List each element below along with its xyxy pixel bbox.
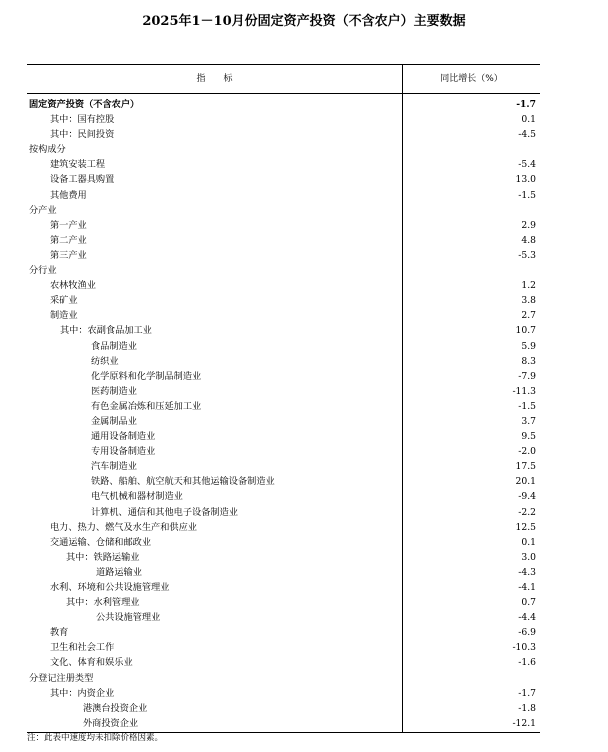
row-growth-value: 17.5 [515,461,536,473]
row-growth-value: -1.7 [518,687,536,699]
row-growth-value: 0.7 [521,597,536,609]
row-indicator-label: 医药制造业 [91,385,137,397]
row-growth-value: 10.7 [515,325,536,337]
table-footnote: 注：此表中速度均未扣除价格因素。 [27,733,164,743]
table-row [27,384,540,399]
table-row [27,474,540,489]
row-growth-value: -5.4 [518,159,536,171]
table-row [27,595,540,610]
row-growth-value: -9.4 [518,491,536,503]
row-growth-value: -1.7 [516,99,536,110]
table-row [27,414,540,429]
row-growth-value: -1.8 [518,702,536,714]
row-growth-value: 3.0 [521,551,536,563]
row-growth-value: -1.6 [518,657,536,669]
row-indicator-label: 制造业 [50,310,78,322]
table-row [27,444,540,459]
row-indicator-label: 外商投资企业 [83,717,139,729]
row-growth-value: -4.1 [518,582,536,593]
row-growth-value: 0.1 [521,536,536,548]
row-growth-value: 13.0 [515,174,536,186]
table-row [27,142,540,157]
row-indicator-label: 铁路、船舶、航空航天和其他运输设备制造业 [91,476,275,488]
row-growth-value: 0.1 [521,114,536,126]
table-row [27,655,540,670]
row-indicator-label: 电力、热力、燃气及水生产和供应业 [50,521,197,533]
table-row [27,293,540,308]
row-growth-value: 12.5 [515,521,536,533]
table-row [27,580,540,595]
row-growth-value: 20.1 [515,476,536,488]
row-indicator-label: 卫生和社会工作 [50,642,115,654]
row-indicator-label: 固定资产投资（不含农户） [29,99,140,110]
row-indicator-label: 其中：铁路运输业 [66,551,140,563]
row-indicator-label: 纺织业 [91,355,119,367]
row-indicator-label: 有色金属冶炼和压延加工业 [91,400,202,412]
table-row [27,127,540,142]
table-row [27,610,540,625]
row-growth-value: 5.9 [521,340,536,352]
table-row [27,308,540,323]
row-indicator-label: 其中：农副食品加工业 [60,325,152,337]
row-growth-value: 4.8 [521,234,536,246]
table-header [27,64,540,94]
table-row [27,278,540,293]
row-indicator-label: 电气机械和器材制造业 [91,491,183,503]
row-indicator-label: 第一产业 [50,219,87,231]
row-indicator-label: 其他费用 [50,189,87,201]
row-indicator-label: 设备工器具购置 [50,174,115,186]
table-row [27,323,540,338]
row-growth-value: -11.3 [512,385,536,397]
table-row [27,218,540,233]
row-indicator-label: 建筑安装工程 [50,159,106,171]
table-row [27,263,540,278]
table-row [27,716,540,731]
row-indicator-label: 交通运输、仓储和邮政业 [50,536,152,548]
row-indicator-label: 食品制造业 [91,340,137,352]
row-indicator-label: 通用设备制造业 [91,431,156,443]
row-indicator-label: 计算机、通信和其他电子设备制造业 [91,506,238,518]
row-growth-value: -1.5 [518,189,536,201]
row-indicator-label: 文化、体育和娱乐业 [50,657,133,669]
row-growth-value: 3.8 [521,295,536,307]
table-row [27,188,540,203]
page-title: 2025年1－10月份固定资产投资（不含农户）主要数据 [142,14,466,29]
row-growth-value: -10.3 [512,642,536,654]
row-growth-value: -4.3 [518,566,536,578]
row-growth-value: 8.3 [521,355,536,367]
table-row [27,172,540,187]
row-indicator-label: 其中：国有控股 [50,114,115,126]
row-growth-value: -2.2 [518,506,536,518]
data-table [27,64,540,733]
table-row [27,248,540,263]
table-row [27,112,540,127]
row-growth-value: -12.1 [512,717,536,729]
table-row [27,157,540,172]
table-row [27,505,540,520]
table-row [27,97,540,112]
row-indicator-label: 港澳台投资企业 [83,702,148,714]
row-indicator-label: 按构成分 [29,144,66,156]
table-row [27,520,540,535]
row-indicator-label: 汽车制造业 [91,461,137,473]
table-row [27,203,540,218]
table-row [27,550,540,565]
table-body [27,94,540,733]
row-growth-value: 1.2 [521,280,536,292]
table-row [27,459,540,474]
row-indicator-label: 第二产业 [50,234,87,246]
table-row [27,489,540,504]
table-row [27,233,540,248]
table-row [27,686,540,701]
row-indicator-label: 采矿业 [50,295,78,307]
row-indicator-label: 金属制品业 [91,415,137,427]
row-indicator-label: 分产业 [29,204,57,216]
table-row [27,640,540,655]
table-row [27,701,540,716]
table-row [27,625,540,640]
growth-column-header: 同比增长（%） [440,74,503,84]
row-indicator-label: 分登记注册类型 [29,672,94,684]
table-row [27,535,540,550]
row-indicator-label: 其中：民间投资 [50,129,115,141]
row-indicator-label: 分行业 [29,265,57,277]
row-indicator-label: 教育 [50,627,69,639]
row-growth-value: -4.5 [518,129,536,141]
table-row [27,429,540,444]
row-growth-value: -2.0 [518,446,536,458]
table-row [27,369,540,384]
row-growth-value: -5.3 [518,249,536,261]
row-growth-value: 2.9 [521,219,536,231]
table-row [27,565,540,580]
row-indicator-label: 道路运输业 [96,566,142,578]
row-indicator-label: 农林牧渔业 [50,280,96,292]
table-row [27,354,540,369]
table-row [27,339,540,354]
table-row [27,671,540,686]
row-indicator-label: 化学原料和化学制品制造业 [91,370,202,382]
row-growth-value: -7.9 [518,370,536,382]
row-growth-value: 2.7 [521,310,536,322]
row-indicator-label: 公共设施管理业 [96,612,161,624]
row-indicator-label: 其中：水利管理业 [66,597,140,609]
row-growth-value: -6.9 [518,627,536,639]
row-growth-value: 3.7 [521,415,536,427]
row-indicator-label: 水利、环境和公共设施管理业 [50,582,170,593]
row-indicator-label: 专用设备制造业 [91,446,156,458]
row-growth-value: -1.5 [518,400,536,412]
row-indicator-label: 其中：内资企业 [50,687,115,699]
table-row [27,399,540,414]
row-growth-value: 9.5 [521,431,536,443]
row-growth-value: -4.4 [518,612,536,624]
indicator-column-header: 指 标 [27,65,403,93]
row-indicator-label: 第三产业 [50,249,87,261]
